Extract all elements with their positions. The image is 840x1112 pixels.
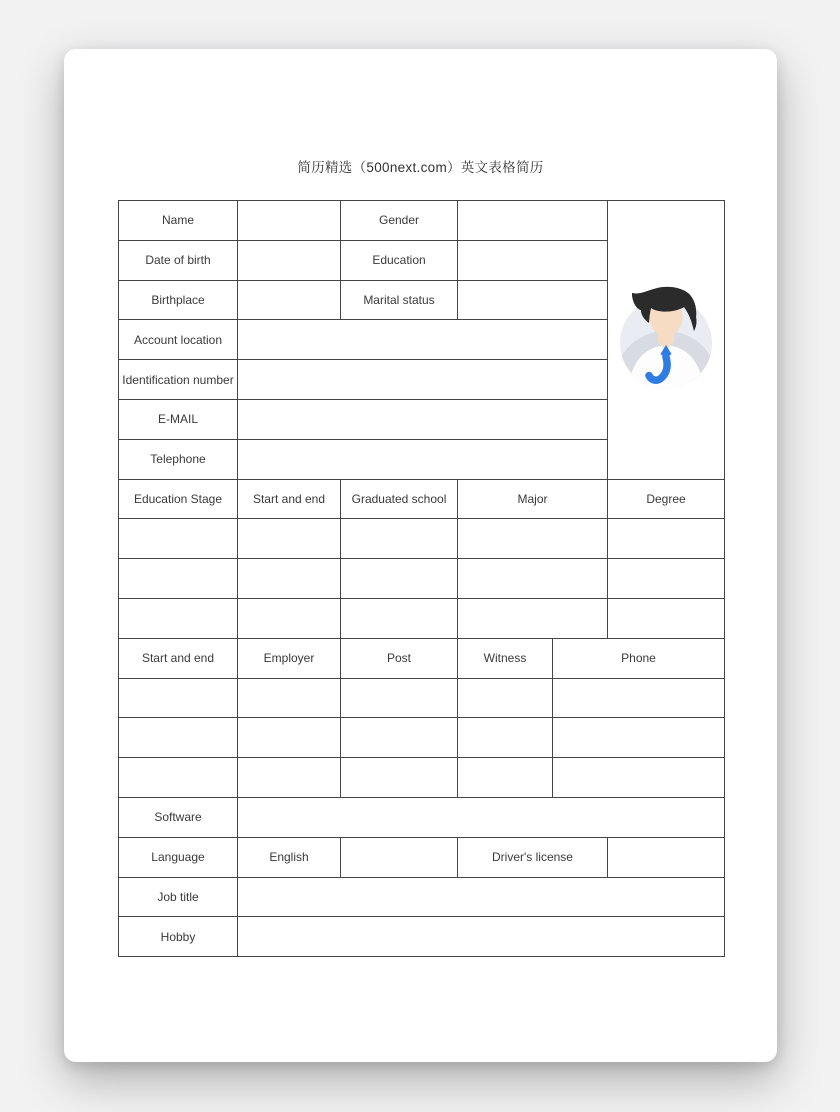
- job-title-label-cell: Job title: [119, 877, 238, 917]
- drivers-license-value-cell: [608, 837, 725, 877]
- telephone-value-cell: [238, 439, 608, 479]
- drivers-license-label-cell: Driver's license: [458, 837, 608, 877]
- empty-cell: [553, 718, 725, 758]
- table-row: [119, 837, 725, 877]
- empty-cell: [119, 559, 238, 599]
- account-location-label-cell: Account location: [119, 320, 238, 360]
- photo-cell: [608, 201, 725, 480]
- language-value-cell: English: [238, 837, 341, 877]
- empty-cell: [458, 598, 608, 638]
- empty-cell: [119, 519, 238, 559]
- software-label-cell: Software: [119, 797, 238, 837]
- education-stage-header-cell: Education Stage: [119, 479, 238, 519]
- date-of-birth-value-cell: [238, 240, 341, 280]
- empty-cell: [553, 678, 725, 718]
- empty-cell: [238, 519, 341, 559]
- empty-cell: [458, 758, 553, 798]
- table-row: [119, 201, 725, 241]
- education-blank-row: [119, 598, 725, 638]
- empty-cell: [458, 718, 553, 758]
- telephone-label-cell: Telephone: [119, 439, 238, 479]
- name-label-cell: Name: [119, 201, 238, 241]
- education-blank-row: [119, 519, 725, 559]
- employer-header-cell: Employer: [238, 638, 341, 678]
- empty-cell: [341, 678, 458, 718]
- table-row: [119, 917, 725, 957]
- empty-cell: [341, 519, 458, 559]
- marital-status-value-cell: [458, 280, 608, 320]
- birthplace-label-cell: Birthplace: [119, 280, 238, 320]
- work-header-row: [119, 638, 725, 678]
- post-header-cell: Post: [341, 638, 458, 678]
- avatar: [616, 283, 716, 393]
- account-location-value-cell: [238, 320, 608, 360]
- male-avatar-icon: [616, 283, 716, 393]
- education-start-end-header-cell: Start and end: [238, 479, 341, 519]
- empty-cell: [458, 559, 608, 599]
- identification-number-label-cell: Identification number: [119, 360, 238, 400]
- empty-cell: [119, 678, 238, 718]
- empty-cell: [238, 718, 341, 758]
- work-blank-row: [119, 718, 725, 758]
- empty-cell: [238, 758, 341, 798]
- work-blank-row: [119, 758, 725, 798]
- empty-cell: [238, 678, 341, 718]
- empty-cell: [608, 559, 725, 599]
- email-value-cell: [238, 399, 608, 439]
- document-card: [64, 49, 777, 1062]
- empty-cell: [608, 519, 725, 559]
- degree-header-cell: Degree: [608, 479, 725, 519]
- hobby-value-cell: [238, 917, 725, 957]
- gender-label-cell: Gender: [341, 201, 458, 241]
- major-header-cell: Major: [458, 479, 608, 519]
- empty-cell: [119, 758, 238, 798]
- hobby-label-cell: Hobby: [119, 917, 238, 957]
- empty-cell: [341, 559, 458, 599]
- empty-cell: [608, 598, 725, 638]
- education-header-row: [119, 479, 725, 519]
- work-blank-row: [119, 678, 725, 718]
- empty-cell: [458, 678, 553, 718]
- marital-status-label-cell: Marital status: [341, 280, 458, 320]
- empty-cell: [238, 559, 341, 599]
- name-value-cell: [238, 201, 341, 241]
- empty-cell: [341, 758, 458, 798]
- language-level-cell: [341, 837, 458, 877]
- identification-number-value-cell: [238, 360, 608, 400]
- education-value-cell: [458, 240, 608, 280]
- software-value-cell: [238, 797, 725, 837]
- email-label-cell: E-MAIL: [119, 399, 238, 439]
- document-title: 简历精选（500next.com）英文表格简历: [297, 160, 544, 175]
- work-start-end-header-cell: Start and end: [119, 638, 238, 678]
- empty-cell: [119, 718, 238, 758]
- resume-form-table: [118, 200, 725, 957]
- phone-header-cell: Phone: [553, 638, 725, 678]
- job-title-value-cell: [238, 877, 725, 917]
- language-label-cell: Language: [119, 837, 238, 877]
- empty-cell: [341, 598, 458, 638]
- witness-header-cell: Witness: [458, 638, 553, 678]
- gender-value-cell: [458, 201, 608, 241]
- education-label-cell: Education: [341, 240, 458, 280]
- birthplace-value-cell: [238, 280, 341, 320]
- date-of-birth-label-cell: Date of birth: [119, 240, 238, 280]
- table-row: [119, 877, 725, 917]
- empty-cell: [119, 598, 238, 638]
- education-blank-row: [119, 559, 725, 599]
- graduated-school-header-cell: Graduated school: [341, 479, 458, 519]
- empty-cell: [553, 758, 725, 798]
- empty-cell: [458, 519, 608, 559]
- empty-cell: [341, 718, 458, 758]
- empty-cell: [238, 598, 341, 638]
- table-row: [119, 797, 725, 837]
